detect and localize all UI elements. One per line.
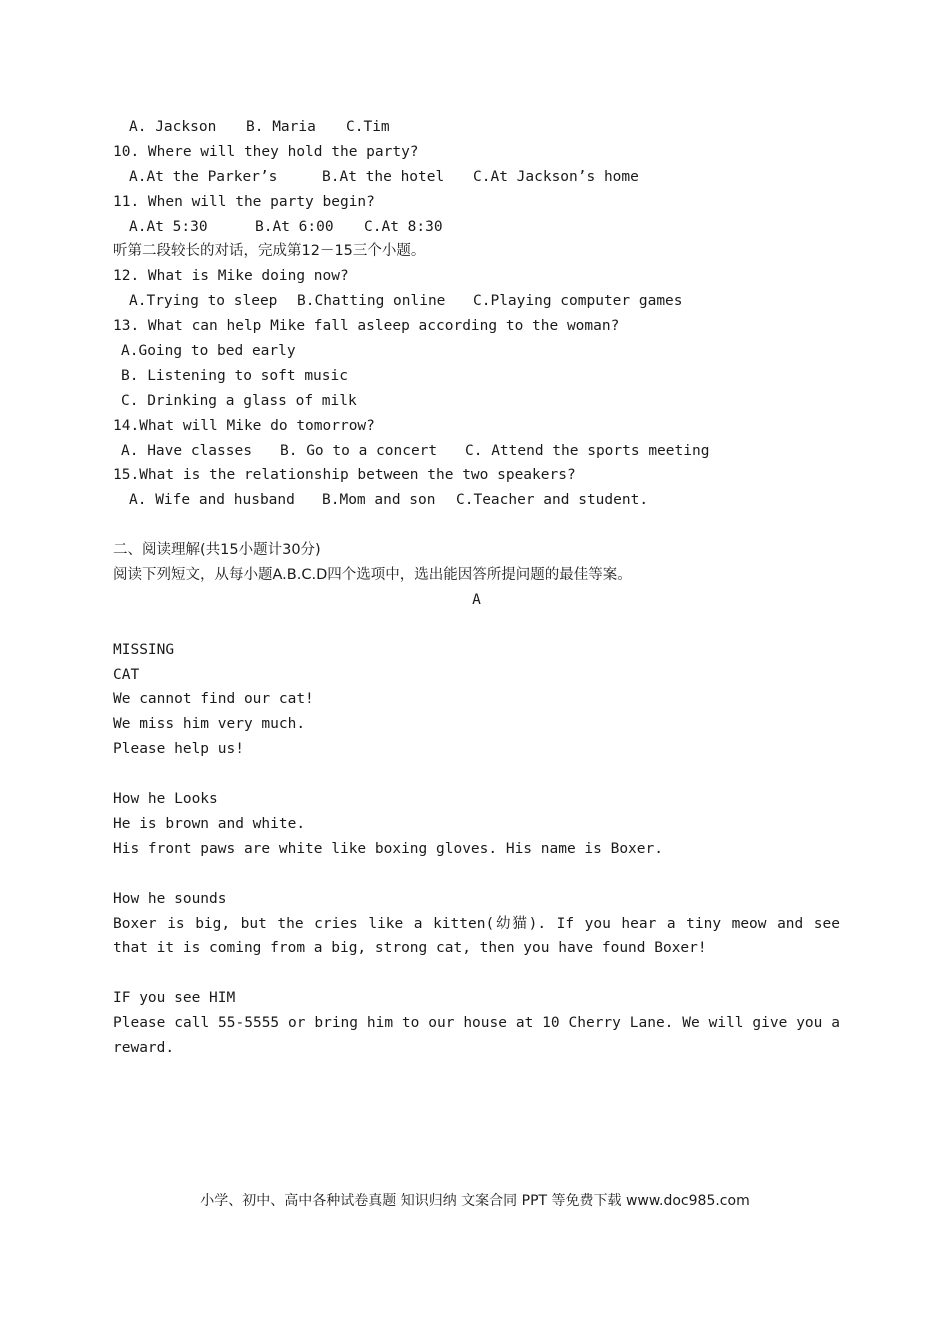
q12-option-c: C.Playing computer games bbox=[473, 293, 683, 310]
spacer bbox=[113, 613, 840, 638]
q10-options bbox=[113, 165, 840, 190]
spacer bbox=[113, 762, 840, 787]
reading-instruction: 阅读下列短文，从每小题A.B.C.D四个选项中，选出能因答所提问题的最佳等案。 bbox=[113, 567, 632, 584]
sounds-paragraph: Boxer is big, but the cries like a kitten(幼猫). If you hear a tiny meow and see that it is coming from a big, strong cat, then you have found Boxer! bbox=[113, 915, 840, 957]
q11-option-a: A.At 5:30 bbox=[129, 218, 208, 235]
q14-options bbox=[113, 439, 840, 464]
q9-option-a: A. Jackson bbox=[129, 119, 217, 135]
q12-options bbox=[113, 289, 840, 314]
passage-heading-cat: CAT bbox=[113, 666, 140, 683]
q12-option-a: A.Trying to sleep bbox=[129, 293, 278, 310]
q9-option-b: B. Maria bbox=[246, 119, 316, 135]
passage-heading-missing: MISSING bbox=[113, 641, 175, 658]
q15-options bbox=[113, 488, 840, 513]
passage-intro-line: We miss him very much. bbox=[113, 716, 306, 733]
q9-options bbox=[113, 115, 840, 140]
q13-question: 13. What can help Mike fall asleep according to the woman? bbox=[113, 318, 620, 335]
page-footer: 小学、初中、高中各种试卷真题 知识归纳 文案合同 PPT 等免费下载 www.doc985.com bbox=[200, 1193, 750, 1209]
q10-option-b: B.At the hotel bbox=[322, 168, 445, 185]
q10-question: 10. Where will they hold the party? bbox=[113, 143, 419, 160]
q13-option-c: C. Drinking a glass of milk bbox=[121, 392, 357, 409]
q15-question: 15.What is the relationship between the two speakers? bbox=[113, 467, 576, 484]
document-page bbox=[113, 115, 840, 1061]
q11-options bbox=[113, 215, 840, 240]
looks-line: His front paws are white like boxing gloves. His name is Boxer. bbox=[113, 840, 663, 857]
q14-option-c: C. Attend the sports meeting bbox=[465, 442, 710, 459]
q14-option-b: B. Go to a concert bbox=[280, 442, 438, 459]
passage-label: A bbox=[472, 591, 481, 608]
reading-section-title: 二、阅读理解(共15小题计30分) bbox=[113, 542, 321, 559]
passage-intro-line: We cannot find our cat! bbox=[113, 691, 314, 708]
spacer bbox=[113, 513, 840, 538]
q15-option-a: A. Wife and husband bbox=[129, 492, 295, 509]
q14-question: 14.What will Mike do tomorrow? bbox=[113, 417, 375, 434]
spacer bbox=[113, 961, 840, 986]
q10-option-c: C.At Jackson’s home bbox=[473, 168, 639, 185]
q11-option-c: C.At 8:30 bbox=[364, 218, 443, 235]
passage-intro-line: Please help us! bbox=[113, 741, 244, 758]
q9-option-c: C.Tim bbox=[346, 119, 390, 135]
sounds-heading: How he sounds bbox=[113, 890, 227, 907]
q13-option-a: A.Going to bed early bbox=[121, 343, 296, 360]
q12-question: 12. What is Mike doing now? bbox=[113, 268, 349, 285]
q13-option-b: B. Listening to soft music bbox=[121, 367, 348, 384]
looks-line: He is brown and white. bbox=[113, 815, 306, 832]
spacer bbox=[113, 862, 840, 887]
q15-option-b: B.Mom and son bbox=[322, 492, 436, 509]
q12-option-b: B.Chatting online bbox=[297, 293, 446, 310]
q15-option-c: C.Teacher and student. bbox=[456, 492, 649, 509]
q14-option-a: A. Have classes bbox=[121, 442, 252, 459]
q11-question: 11. When will the party begin? bbox=[113, 193, 375, 210]
ifsee-paragraph: Please call 55-5555 or bring him to our house at 10 Cherry Lane. We will give you a reward. bbox=[113, 1015, 840, 1056]
q11-option-b: B.At 6:00 bbox=[255, 218, 334, 235]
ifsee-heading: IF you see HIM bbox=[113, 990, 236, 1007]
listening-instruction-2: 听第二段较长的对话，完成第12－15三个小题。 bbox=[113, 243, 426, 260]
q10-option-a: A.At the Parker’s bbox=[129, 168, 278, 185]
looks-heading: How he Looks bbox=[113, 791, 218, 808]
